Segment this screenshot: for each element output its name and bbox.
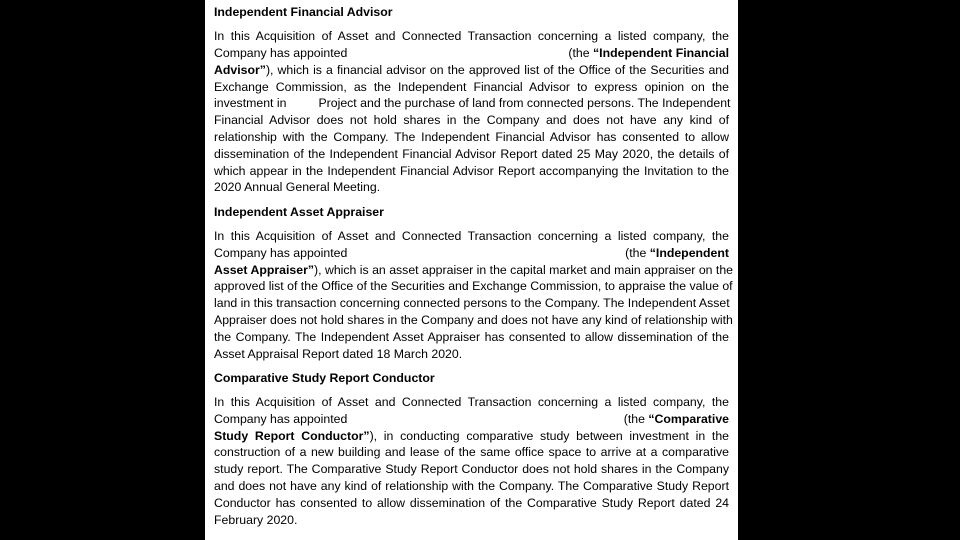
section-heading-asset-appraiser: Independent Asset Appraiser [214,204,384,219]
text-line: approved list of the Office of the Securities and Exchange Commission, to appraise the value of [214,279,733,294]
text-line: Appraiser does not hold shares in the Company and does not have any kind of relationship with [214,312,733,327]
text-fragment [625,245,729,262]
text-fragment [624,411,729,428]
text-line: February 2020. [214,512,298,527]
text-line: Asset Appraisal Report dated 18 March 2020. [214,346,463,361]
text-line [214,95,729,112]
text-fragment: Company has appointed [214,411,348,426]
text-line: which appear in the Independent Financial Advisor Report accompanying the Invitation to the [214,163,729,178]
defined-term: “Comparative [648,411,729,426]
text-fragment: (the [625,245,650,260]
defined-term: Study Report Conductor” [214,428,370,443]
defined-term: Asset Appraiser” [214,262,315,277]
section-body-financial-advisor [214,28,729,196]
text-line [214,45,729,62]
text-line [214,428,729,445]
defined-term: Advisor” [214,62,266,77]
text-line: Exchange Commission, as the Independent Financial Advisor to express opinion on the [214,79,729,94]
document-page [205,0,738,540]
defined-term: “Independent Financial [593,45,729,60]
text-line: Financial Advisor does not hold shares in the Company and does not have any kind of [214,113,729,128]
text-fragment: Company has appointed [214,45,348,60]
text-line: In this Acquisition of Asset and Connected Transaction concerning a listed company, the [214,29,729,44]
text-line [214,62,729,79]
document-content [214,4,734,528]
text-line: study report. The Comparative Study Report Conductor does not hold shares in the Company [214,462,729,477]
text-fragment: Company has appointed [214,245,348,260]
defined-term: “Independent [649,245,729,260]
text-fragment: ), in conducting comparative study between investment in the [369,428,729,443]
text-line: and does not have any kind of relationship with the Company. The Comparative Study Report [214,479,729,494]
text-fragment [568,45,729,62]
text-line: 2020 Annual General Meeting. [214,180,381,195]
text-line: relationship with the Company. The Independent Financial Advisor has consented to allow [214,129,729,144]
text-line [214,262,734,279]
section-heading-comparative-study: Comparative Study Report Conductor [214,370,435,385]
text-fragment: ), which is a financial advisor on the approved list of the Office of the Securities and [265,62,729,77]
text-fragment: Project and the purchase of land from connected persons. The Independent [318,96,731,111]
section-body-asset-appraiser [214,228,734,362]
section-body-comparative-study [214,394,729,528]
text-line [214,245,729,262]
text-fragment: (the [568,45,594,60]
text-line [214,411,729,428]
section-heading-financial-advisor: Independent Financial Advisor [214,5,393,19]
text-line: land in this transaction concerning connected persons to the Company. The Independent Asset [214,296,730,311]
text-line: dissemination of the Independent Financial Advisor Report dated 25 May 2020, the details of [214,146,729,161]
text-line: In this Acquisition of Asset and Connected Transaction concerning a listed company, the [214,228,729,243]
text-fragment: (the [623,411,649,426]
text-line: In this Acquisition of Asset and Connected Transaction concerning a listed company, the [214,395,729,410]
text-fragment: investment in [214,96,287,111]
text-line: Conductor has consented to allow dissemination of the Comparative Study Report dated 24 [214,495,729,510]
text-line: construction of a new building and lease of the same office space to arrive at a comparative [214,445,729,460]
text-fragment: ), which is an asset appraiser in the capital market and main appraiser on the [314,262,734,277]
text-line: the Company. The Independent Asset Appraiser has consented to allow dissemination of the [214,329,729,344]
